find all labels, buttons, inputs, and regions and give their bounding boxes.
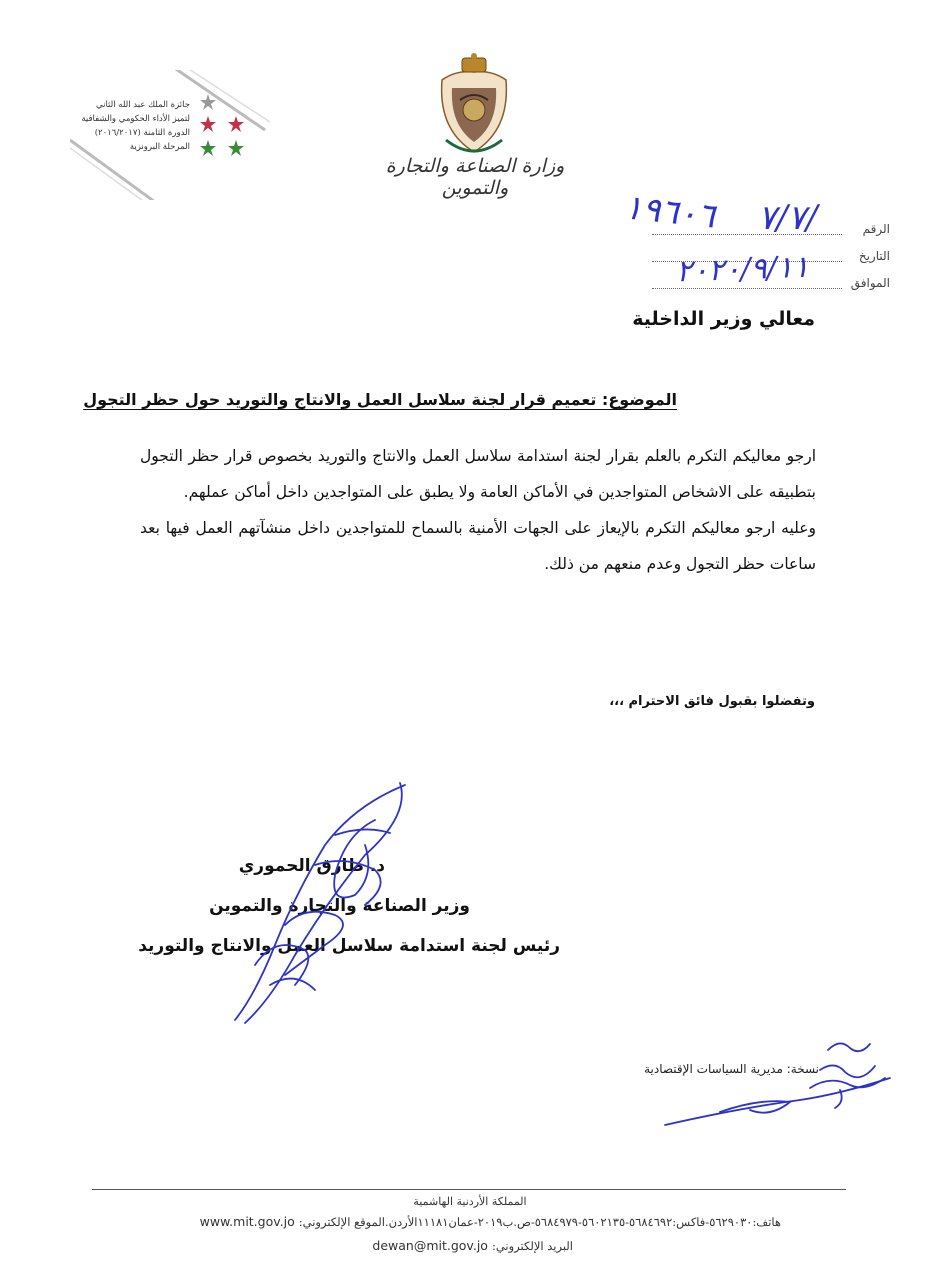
signatory-name: د. طارق الحموري [238,856,385,876]
body-paragraph-2: وعليه ارجو معاليكم التكرم بالإيعاز على الجهات الأمنية بالسماح للمتواجدين داخل منشآتهم العمل فيها بعد ساعات حظر التجول وعدم منعهم من ذلك. [140,519,816,573]
award-line1: جائزة الملك عبد الله الثاني [96,100,190,110]
award-line4: المرحلة البرونزية [129,142,190,152]
handwritten-signature-icon [215,775,425,1025]
reference-number-label: الرقم [862,222,890,236]
award-stars-icon [194,92,254,162]
handwritten-reference-prefix: ٧/٧/ [758,198,818,238]
footer-email [372,1238,573,1253]
footer-kingdom: المملكة الأردنية الهاشمية [413,1195,527,1208]
footer-email-label: البريد الإلكتروني: [491,1239,573,1253]
signatory-title: وزير الصناعة والتجارة والتموين [209,896,470,916]
footer-website-link[interactable]: www.mit.gov.jo [199,1214,295,1229]
subject-line: الموضوع: تعميم قرار لجنة سلاسل العمل والانتاج والتوريد حول حظر التجول [83,390,677,409]
handwritten-date: ٢٠٢٠/٩/١١ [675,249,810,290]
reference-date-label: التاريخ [858,249,890,263]
footer-contact [200,1214,781,1229]
royal-crest-icon [432,50,516,160]
award-text [70,98,190,154]
award-line2: لتميز الأداء الحكومي والشفافية [81,114,190,124]
handwritten-initials-icon [660,1030,900,1130]
recipient: معالي وزير الداخلية [632,308,815,330]
footer-email-link[interactable]: dewan@mit.gov.jo [372,1238,488,1253]
handwritten-reference-number: ١٩٦٠٦ [622,187,718,237]
copy-note: نسخة: مديرية السياسات الإقتصادية [644,1062,819,1076]
closing-line: وتفضلوا بقبول فائق الاحترام ،،، [609,694,815,709]
award-line3: الدورة الثامنة (٢٠١٦/٢٠١٧) [94,128,190,138]
ministry-name: وزارة الصناعة والتجارة والتموين [385,155,565,199]
reference-corresponding-label: الموافق [850,276,890,290]
footer-divider [92,1189,846,1190]
signatory-committee-title: رئيس لجنة استدامة سلاسل العمل والانتاج والتوريد [138,936,560,956]
body-paragraph-1: ارجو معاليكم التكرم بالعلم بقرار لجنة استدامة سلاسل العمل والانتاج والتوريد بخصوص قرار حظر التجول بتطبيقه على الاشخاص المتواجدين في الأماكن العامة ولا يطبق على المتواجدين داخل أماكن عملهم. [140,447,816,501]
letter-body [140,438,816,582]
footer-contact-text: هاتف:٥٦٢٩٠٣٠-فاكس:٥٦٨٤٦٩٢-٥٦٠٢١٣٥-٥٦٨٤٩٧٩-ص.ب٢٠١٩-عمان١١١٨١الأردن.الموقع الإلكتروني: [298,1215,781,1229]
